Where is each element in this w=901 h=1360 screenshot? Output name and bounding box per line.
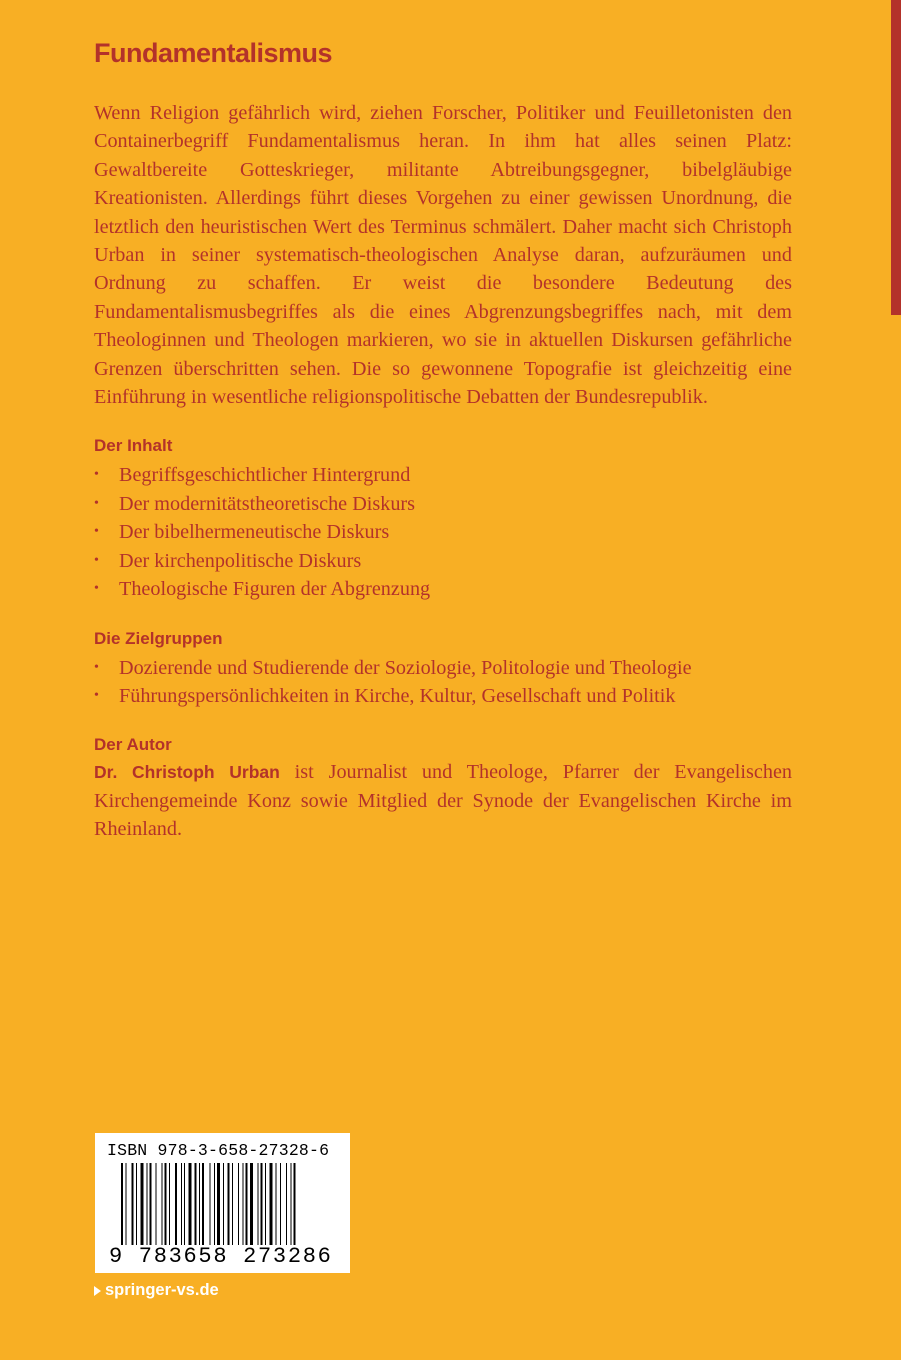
autor-heading: Der Autor	[94, 735, 172, 755]
arrow-right-icon	[94, 1286, 101, 1296]
isbn-barcode	[95, 1133, 350, 1273]
bullet-icon: •	[94, 552, 99, 568]
bullet-icon: •	[94, 495, 99, 511]
list-item: • Dozierende und Studierende der Soziologie, Politologie und Theologie	[94, 654, 792, 682]
list-item: • Der bibelhermeneutische Diskurs	[94, 518, 792, 546]
list-item: • Der kirchenpolitische Diskurs	[94, 547, 792, 575]
website-label: springer-vs.de	[105, 1281, 219, 1299]
publisher-link[interactable]	[94, 1281, 219, 1300]
list-item: • Führungspersönlichkeiten in Kirche, Kultur, Gesellschaft und Politik	[94, 682, 792, 710]
inhalt-list	[94, 461, 792, 603]
bullet-icon: •	[94, 659, 99, 675]
barcode-digits: 9 783658 273286	[109, 1245, 339, 1269]
isbn-label: ISBN 978-3-658-27328-6	[107, 1141, 330, 1160]
book-title: Fundamentalismus	[94, 38, 333, 68]
zielgruppen-list	[94, 654, 792, 711]
list-item: • Begriffsgeschichtlicher Hintergrund	[94, 461, 792, 489]
list-item: • Der modernitätstheoretische Diskurs	[94, 490, 792, 518]
author-description: ist Journalist und Theologe, Pfarrer der Evangelischen Kirchengemeinde Konz sowie Mitglied der Synode der Evangelischen Kirche im Rheinland.	[94, 761, 792, 841]
list-item: • Theologische Figuren der Abgrenzung	[94, 575, 792, 603]
bullet-icon: •	[94, 524, 99, 540]
author-bio	[94, 758, 792, 843]
bullet-icon: •	[94, 581, 99, 597]
blurb-text: Wenn Religion gefährlich wird, ziehen Forscher, Politiker und Feuilletonisten den Containerbegriff Fundamentalismus heran. In ihm hat alles seinen Platz: Gewaltbereite Gotteskrieger, militante Abtreibungsgegner, bibelgläubige Kreationisten. Allerdings führt dieses Vorgehen zu einer gewissen Unordnung, die letztlich den heuristischen Wert des Terminus schmälert. Daher macht sich Christoph Urban in seiner systematisch-theologischen Analyse daran, aufzuräumen und Ordnung zu schaffen. Er weist die besondere Bedeutung des Fundamentalismusbegriffes als die eines Abgrenzungsbegriffes nach, mit dem Theologinnen und Theologen markieren, wo sie in aktuellen Diskursen gefährliche Grenzen überschritten sehen. Die so gewonnene Topografie ist gleichzeitig eine Einführung in wesentliche religionspolitische Debatten der Bundesrepublik.	[94, 102, 792, 409]
bullet-icon: •	[94, 687, 99, 703]
inhalt-heading: Der Inhalt	[94, 436, 173, 456]
zielgruppen-heading: Die Zielgruppen	[94, 628, 223, 648]
bullet-icon: •	[94, 467, 99, 483]
back-cover-content	[94, 99, 792, 844]
author-name: Dr. Christoph Urban	[94, 762, 280, 783]
spine-accent-bar	[891, 0, 901, 315]
